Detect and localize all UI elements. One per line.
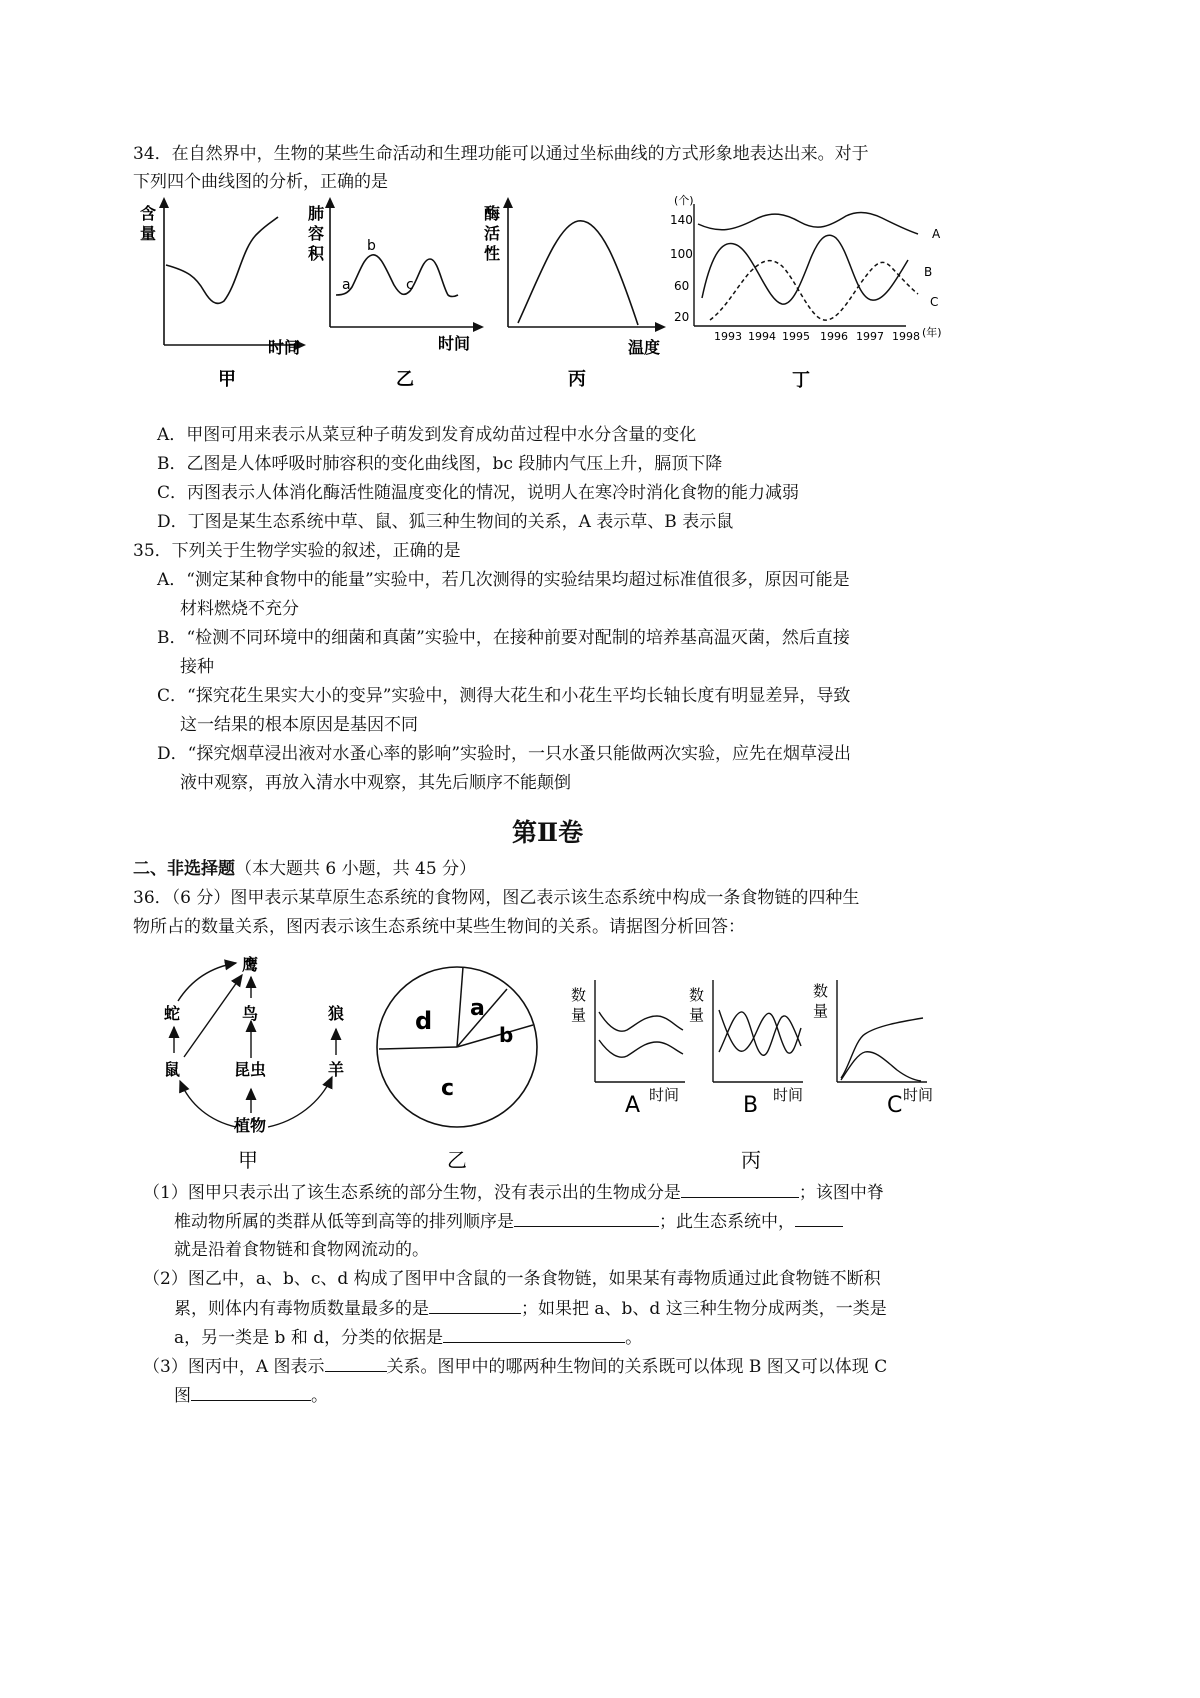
q36-sub1-text-c: 椎动物所属的类群从低等到高等的排列顺序是	[174, 1212, 514, 1232]
graph-ding-ytick: 140	[670, 213, 693, 227]
graph-ding-caption: 丁	[792, 370, 810, 391]
graph-ding-xtick: 1997	[856, 330, 884, 343]
pie-label-b: b	[499, 1023, 514, 1047]
graph-bing-ylabel-3: 性	[484, 244, 501, 263]
graph-ding-xtick: 1996	[820, 330, 848, 343]
q36-sub3-line1	[143, 1354, 887, 1379]
q36-sub1-text-b: ；该图中脊	[798, 1183, 884, 1203]
section-label: 二、非选择题	[133, 859, 235, 879]
q36-sub3-text-d: 。	[311, 1386, 328, 1406]
graph-yi-ylabel-1: 肺	[308, 204, 325, 223]
answer-blank-3[interactable]	[795, 1209, 843, 1227]
panel-b-ylabel-1: 数	[689, 986, 705, 1004]
graph-ding-unit-x: (年)	[922, 326, 942, 339]
graph-yi-point-c: c	[406, 277, 414, 293]
q35-option-c: C．“探究花生果实大小的变异”实验中，测得大花生和小花生平均长轴长度有明显差异，导致	[157, 686, 851, 706]
food-web-diagram	[150, 945, 380, 1175]
graph-ding-xtick: 1994	[748, 330, 776, 343]
pie-label-d: d	[415, 1007, 433, 1035]
node-wolf: 狼	[328, 1004, 345, 1023]
q36-sub2-line1: （2）图乙中，a、b、c、d 构成了图甲中含鼠的一条食物链，如果某有毒物质通过此食物链不断积	[143, 1269, 881, 1289]
q36-sub3-text-b: 关系。图甲中的哪两种生物间的关系既可以体现 B 图又可以体现 C	[386, 1357, 888, 1377]
food-web-caption: 甲	[238, 1148, 258, 1172]
part2-title: 第Ⅱ卷	[512, 818, 584, 847]
graph-jia-xlabel: 时间	[268, 338, 301, 357]
q36-sub1-text-a: （1）图甲只表示出了该生态系统的部分生物，没有表示出的生物成分是	[143, 1183, 681, 1203]
q35-stem: 35．下列关于生物学实验的叙述，正确的是	[133, 541, 461, 561]
node-snake: 蛇	[164, 1004, 181, 1023]
panel-a-xlabel: 时间	[649, 1086, 680, 1104]
graph-ding-series-c: C	[930, 295, 939, 309]
q34-option-d: D．丁图是某生态系统中草、鼠、狐三种生物间的关系，A 表示草、B 表示鼠	[157, 512, 734, 532]
panel-a-ylabel-2: 量	[571, 1006, 587, 1024]
graph-ding-ytick: 60	[674, 279, 690, 293]
q36-sub2-text-d: a，另一类是 b 和 d，分类的依据是	[174, 1328, 444, 1348]
answer-blank-5[interactable]	[443, 1325, 625, 1343]
panel-b-ylabel-2: 量	[689, 1006, 705, 1024]
pie-caption: 乙	[447, 1148, 467, 1172]
node-eagle: 鹰	[242, 955, 259, 974]
graph-jia-ylabel-1: 含	[140, 204, 157, 223]
q34-option-c: C．丙图表示人体消化酶活性随温度变化的情况，说明人在寒冷时消化食物的能力减弱	[157, 483, 800, 503]
relation-curves-caption: 丙	[741, 1148, 761, 1172]
graph-yi-ylabel-3: 积	[308, 244, 325, 263]
graph-ding-xtick: 1995	[782, 330, 810, 343]
q36-sub1-line3: 就是沿着食物链和食物网流动的。	[174, 1240, 429, 1260]
panel-c-ylabel-2: 量	[813, 1002, 829, 1020]
q35-option-b-cont: 接种	[180, 657, 214, 677]
node-bird: 鸟	[242, 1004, 259, 1023]
q36-sub2-text-e: 。	[625, 1328, 643, 1348]
q34-stem-continued: 下列四个曲线图的分析，正确的是	[133, 172, 388, 192]
graph-yi-point-b: b	[367, 238, 376, 254]
answer-blank-6[interactable]	[325, 1354, 387, 1372]
graph-yi-ylabel-2: 容	[308, 224, 325, 243]
answer-blank-7[interactable]	[191, 1383, 311, 1401]
q36-sub3-text-c: 图	[174, 1386, 191, 1406]
section-note: （本大题共 6 小题，共 45 分）	[235, 859, 477, 879]
node-sheep: 羊	[328, 1060, 345, 1079]
q34-stem: 34．在自然界中，生物的某些生命活动和生理功能可以通过坐标曲线的方式形象地表达出来。对于	[133, 144, 869, 164]
q35-option-d-cont: 液中观察，再放入清水中观察，其先后顺序不能颠倒	[180, 773, 571, 793]
panel-b-label: B	[743, 1093, 759, 1118]
graph-bing	[478, 195, 678, 395]
q36-sub3-line2	[174, 1383, 328, 1408]
answer-blank-2[interactable]	[514, 1209, 659, 1227]
graph-bing-xlabel: 温度	[628, 338, 661, 357]
q36-sub2-text-c: ；如果把 a、b、d 这三种生物分成两类，一类是	[521, 1299, 887, 1319]
graph-jia-caption: 甲	[218, 369, 236, 390]
panel-b-xlabel: 时间	[773, 1086, 804, 1104]
answer-blank-1[interactable]	[681, 1180, 799, 1198]
graph-ding-series-a: A	[932, 227, 941, 241]
q36-stem: 36．（6 分）图甲表示某草原生态系统的食物网，图乙表示该生态系统中构成一条食物链的四种生	[133, 888, 860, 908]
panel-c-label: C	[887, 1093, 903, 1118]
q35-option-a-cont: 材料燃烧不充分	[180, 599, 299, 619]
graph-ding-ytick: 100	[670, 247, 693, 261]
q36-sub2-line3	[174, 1325, 642, 1350]
graph-yi-xlabel: 时间	[438, 334, 471, 353]
q36-stem-continued: 物所占的数量关系，图丙表示该生态系统中某些生物间的关系。请据图分析回答：	[133, 917, 745, 937]
graph-yi-caption: 乙	[396, 369, 414, 390]
q35-option-b: B．“检测不同环境中的细菌和真菌”实验中，在接种前要对配制的培养基高温灭菌，然后直接	[157, 628, 850, 648]
q35-option-d: D．“探究烟草浸出液对水蚤心率的影响”实验时，一只水蚤只能做两次实验，应先在烟草浸出	[157, 744, 852, 764]
graph-bing-caption: 丙	[568, 369, 586, 390]
q35-option-a: A．“测定某种食物中的能量”实验中，若几次测得的实验结果均超过标准值很多，原因可能是	[157, 570, 850, 590]
answer-blank-4[interactable]	[429, 1296, 521, 1314]
pie-diagram	[375, 945, 555, 1175]
graph-yi-point-a: a	[342, 277, 351, 293]
panel-c-ylabel-1: 数	[813, 982, 829, 1000]
graph-bing-ylabel-2: 活	[484, 224, 501, 243]
panel-a-ylabel-1: 数	[571, 986, 587, 1004]
relation-curves-figure	[565, 970, 960, 1175]
graph-ding-unit-y: (个)	[674, 194, 694, 207]
graph-ding-series-b: B	[924, 265, 933, 279]
q36-sub1-line1	[143, 1180, 884, 1205]
pie-label-c: c	[441, 1076, 455, 1101]
node-mouse: 鼠	[164, 1060, 181, 1079]
graph-jia-ylabel-2: 量	[140, 224, 157, 243]
q34-option-a: A．甲图可用来表示从菜豆种子萌发到发育成幼苗过程中水分含量的变化	[157, 425, 697, 445]
q36-sub1-line2	[174, 1209, 843, 1234]
panel-c-xlabel: 时间	[903, 1086, 934, 1104]
graph-ding	[660, 190, 960, 395]
q34-option-b: B．乙图是人体呼吸时肺容积的变化曲线图，bc 段肺内气压上升，膈顶下降	[157, 454, 723, 474]
graph-ding-xtick: 1998	[892, 330, 920, 343]
q36-sub1-text-d: ；此生态系统中，	[659, 1212, 795, 1232]
pie-label-a: a	[470, 996, 485, 1021]
q36-sub2-line2	[174, 1296, 887, 1321]
section-heading	[133, 857, 476, 881]
graph-yi	[300, 195, 480, 395]
q36-sub2-text-b: 累，则体内有毒物质数量最多的是	[174, 1299, 429, 1319]
graph-ding-xtick: 1993	[714, 330, 742, 343]
panel-a-label: A	[625, 1093, 641, 1118]
graph-ding-ytick: 20	[674, 310, 690, 324]
q35-option-c-cont: 这一结果的根本原因是基因不同	[180, 715, 418, 735]
node-insect: 昆虫	[234, 1060, 267, 1079]
q36-sub3-text-a: （3）图丙中，A 图表示	[143, 1357, 325, 1377]
graph-bing-ylabel-1: 酶	[484, 204, 501, 223]
graph-jia	[128, 195, 308, 395]
node-plant: 植物	[234, 1116, 267, 1135]
